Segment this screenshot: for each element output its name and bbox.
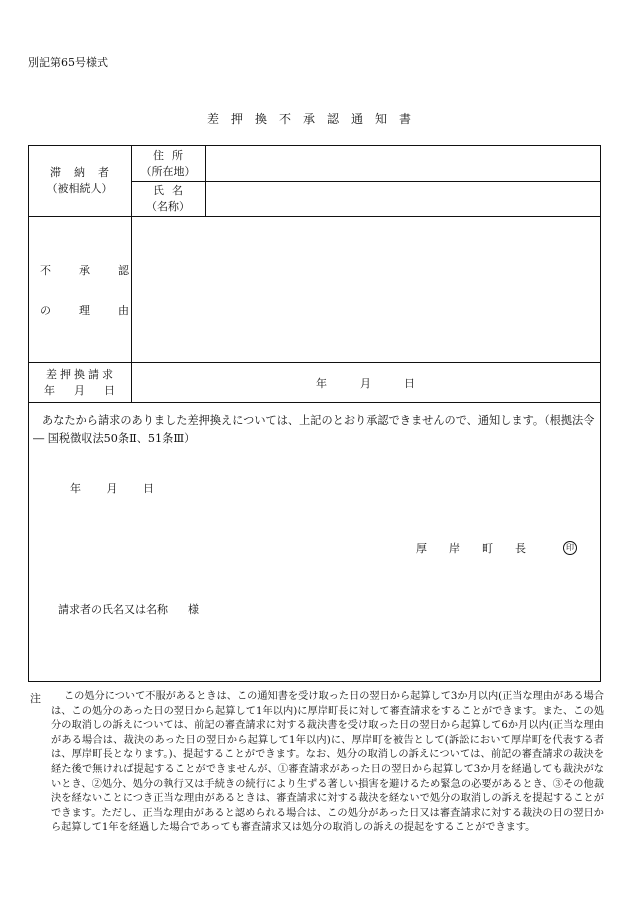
name-sub-label: （名称） <box>146 200 190 213</box>
name-label: 氏名 <box>153 184 191 197</box>
requester-honorific: 様 <box>188 603 199 616</box>
reason-label-line1: 不承認 <box>40 264 157 277</box>
issue-date[interactable]: 年 月 日 <box>70 482 154 495</box>
request-date-value[interactable]: 年 月 日 <box>316 377 415 390</box>
name-label-cell <box>131 182 205 216</box>
taxpayer-label: 滞納者 <box>50 166 122 179</box>
note-label: 注 <box>30 692 41 705</box>
address-label-cell <box>131 146 205 181</box>
requester-line <box>58 601 199 617</box>
request-date-label-line2: 年月日 <box>44 383 134 397</box>
document-title: 差押換不承認通知書 <box>206 112 423 126</box>
address-sub-label: （所在地） <box>140 164 196 178</box>
reason-label-line2: の理由 <box>40 304 157 317</box>
note-text: この処分について不服があるときは、この通知書を受け取った日の翌日から起算して3か月以内(正当な理由がある場合は、この処分のあった日の翌日から起算して1年以内)に厚岸町長に対して審査請求をすることができます。また、この処分の取消しの訴えについては、前記の審査請求に対する裁決書を受け取った日の翌日から起算して6か月以内(正当な理由がある場合は、裁決のあった日の翌日から起算して1年以内)に、厚岸町を被告として(訴訟において厚岸町を代表する者は、厚岸町長となります。)、提起することができます。なお、処分の取消しの訴えについては、前記の審査請求の裁決を経た後で無ければ提起することができませんが、①審査請求があった日の翌日から起算して3か月を経過しても裁決がないとき、②処分、処分の執行又は手続きの続行により生ずる著しい損害を避けるため緊急の必要があるとき、③その他裁決を経ないことにつき正当な理由があるときは、審査請求に対する裁決を経ないで処分の取消しの訴えを提起することができます。ただし、正当な理由があると認められる場合は、この処分があった日又は審査請求に対する裁決の日の翌日から起算して1年を経過した場合であっても審査請求又は処分の取消しの訴えの提起をすることができます。 <box>51 691 604 834</box>
address-value[interactable] <box>206 146 600 181</box>
reason-value[interactable] <box>132 217 600 362</box>
rule-date-bottom <box>28 402 601 403</box>
seal-stamp: 印 <box>563 541 577 555</box>
name-value[interactable] <box>206 182 600 216</box>
request-date-label-line1: 差押換請求 <box>46 367 116 381</box>
form-number: 別記第65号様式 <box>28 56 108 69</box>
taxpayer-sub-label: （被相続人） <box>46 182 113 195</box>
notice-body: あなたから請求のありました差押換えについては、上記のとおり承認できませんので、通知します。（根拠法令 ― 国税徴収法50条Ⅱ、51条Ⅲ） <box>33 414 595 445</box>
issuer-name: 厚岸町長 <box>416 542 548 555</box>
taxpayer-label-cell <box>28 146 131 216</box>
request-date-label-cell <box>28 363 134 402</box>
address-label: 住所 <box>153 148 191 162</box>
requester-label: 請求者の氏名又は名称 <box>58 603 168 616</box>
